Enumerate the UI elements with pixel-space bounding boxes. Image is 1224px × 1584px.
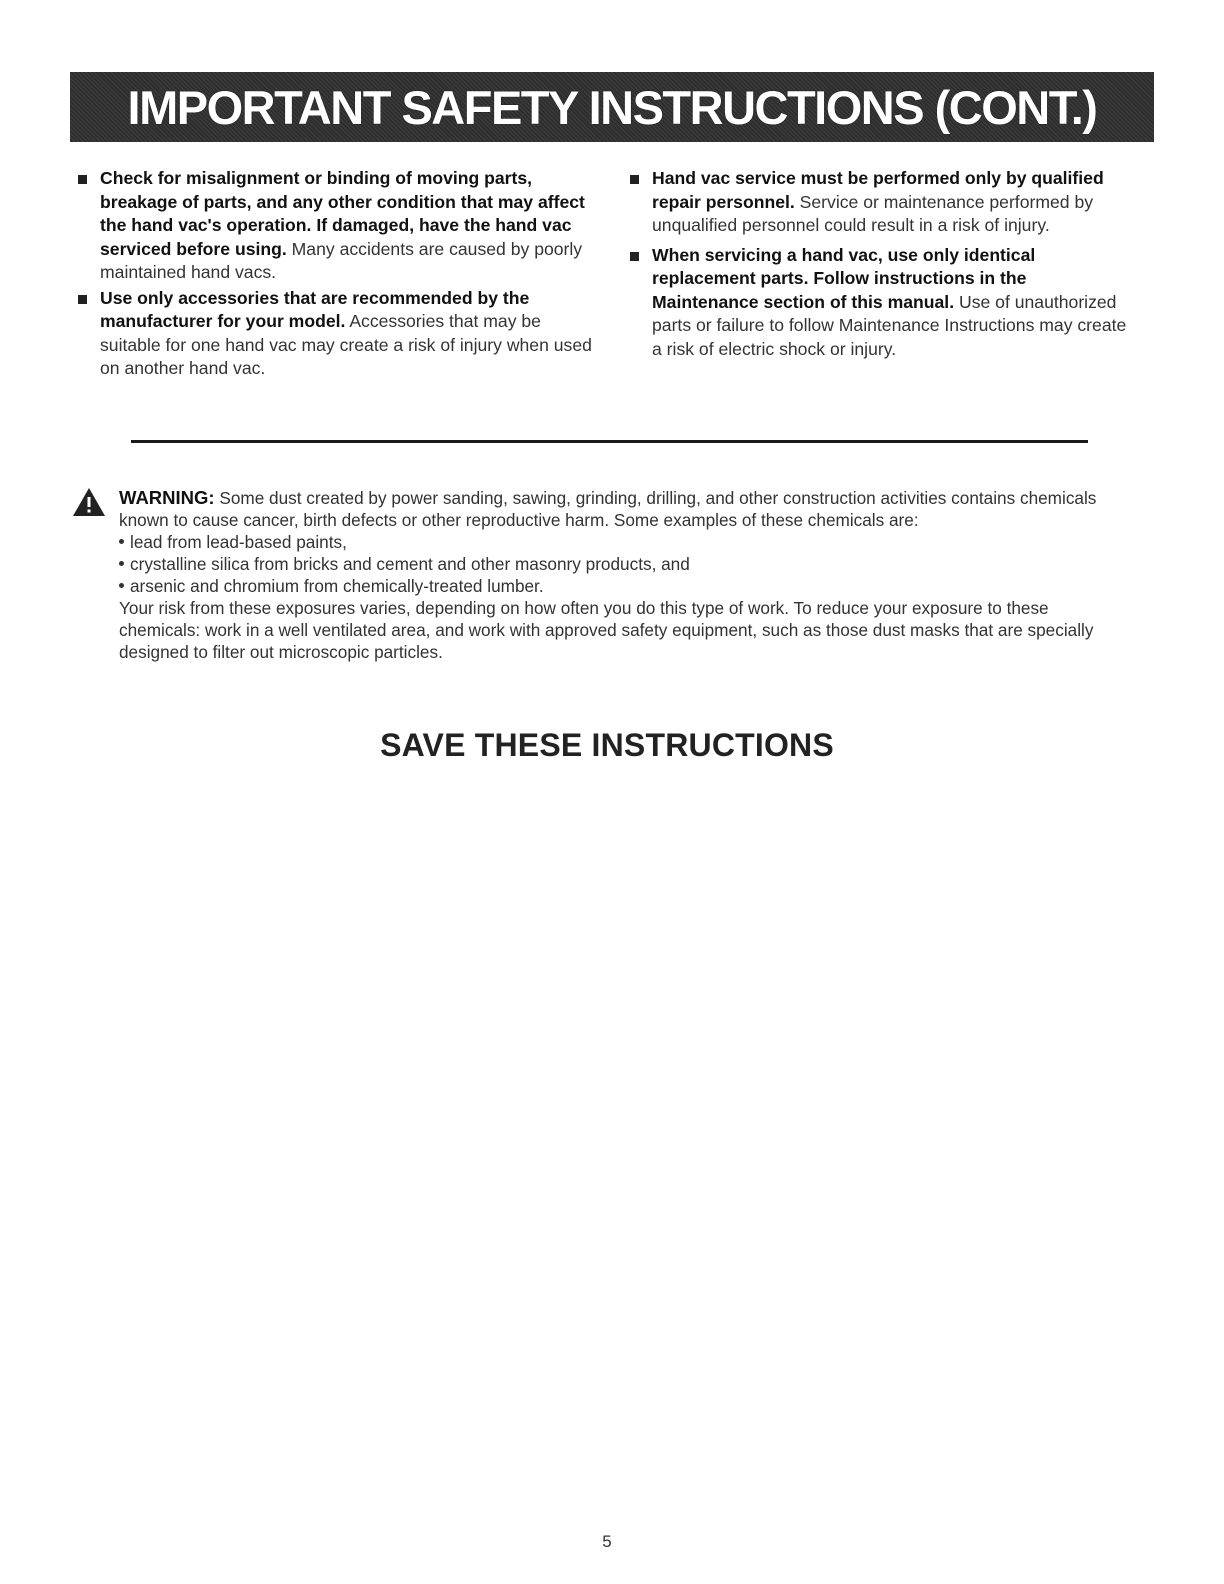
warning-block [72,487,1132,663]
section-divider [131,440,1088,443]
square-bullet-icon [630,252,639,261]
item-normal-text: Use of unauthorized parts or failure to follow Maintenance Instructions may create a risk of electric shock or injury. [652,291,1127,359]
list-item [78,287,598,381]
title-banner [70,72,1154,142]
warning-label: WARNING: [119,487,215,508]
item-normal-text: Service or maintenance performed by unqualified personnel could result in a risk of injury. [652,191,1094,235]
item-bold-text: When servicing a hand vac, use only identical replacement parts. Follow instructions in the Maintenance section of this manual. [652,244,1036,312]
page-number: 5 [602,1532,612,1551]
example-item: lead from lead-based paints, [119,531,1132,553]
square-bullet-icon [78,295,87,304]
item-normal-text: Many accidents are caused by poorly maintained hand vacs. [100,238,583,282]
warning-intro: Some dust created by power sanding, sawing, grinding, drilling, and other construction activities contains chemicals known to cause cancer, birth defects or other reproductive harm. Some examples of these chemicals are: [119,488,1097,530]
square-bullet-icon [78,175,87,184]
item-normal-text: Accessories that may be suitable for one hand vac may create a risk of injury when used on another hand vac. [100,311,592,378]
dot-bullet-icon [119,539,124,544]
dot-bullet-icon [119,583,124,588]
example-item: arsenic and chromium from chemically-treated lumber. [119,575,1132,597]
dot-bullet-icon [119,561,124,566]
item-bold-text: Check for misalignment or binding of moving parts, breakage of parts, and any other condition that may affect the hand vac's operation. If damaged, have the hand vac serviced before using. [100,168,585,259]
list-item [78,167,598,285]
warning-triangle-icon [72,487,106,517]
item-bold-text: Hand vac service must be performed only by qualified repair personnel. [652,168,1104,212]
page-title: IMPORTANT SAFETY INSTRUCTIONS (CONT.) [127,80,1097,134]
example-item: crystalline silica from bricks and cement and other masonry products, and [119,553,1132,575]
list-item [630,167,1130,238]
left-column [78,167,598,381]
save-instructions-heading: SAVE THESE INSTRUCTIONS [380,727,834,763]
item-bold-text: Use only accessories that are recommended by the manufacturer for your model. [100,287,530,331]
right-column [630,167,1130,361]
warning-outro: Your risk from these exposures varies, depending on how often you do this type of work. To reduce your exposure to these chemicals: work in a well ventilated area, and work with approved safety equipment, such as those dust masks that are specially designed to filter out microscopic particles. [119,598,1094,662]
square-bullet-icon [630,175,639,184]
warning-text [119,487,1132,663]
list-item [630,244,1130,362]
